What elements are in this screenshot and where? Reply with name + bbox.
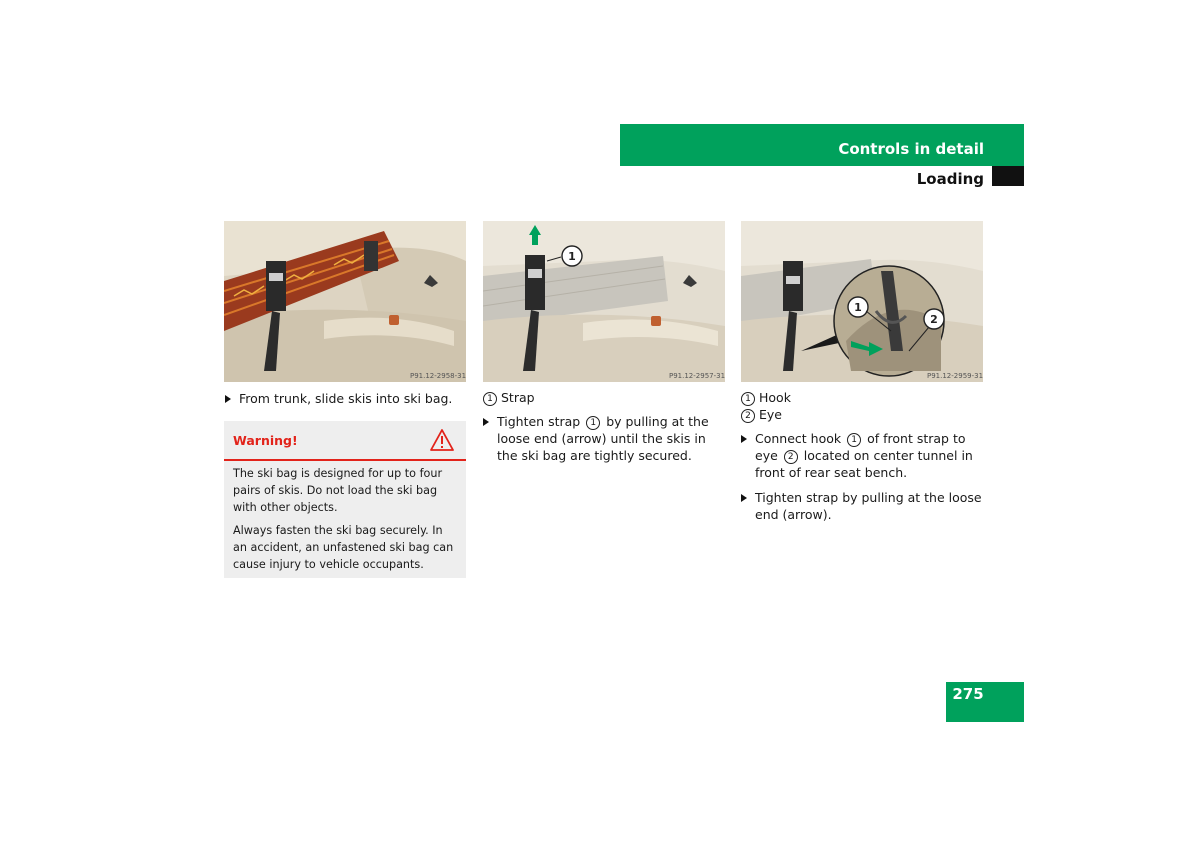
step-text: Tighten strap by pulling at the loose end (arrow). [755, 490, 982, 522]
header-marker [992, 166, 1024, 186]
warning-title: Warning! [233, 433, 298, 448]
legend-item [741, 389, 983, 406]
legend-list [741, 389, 983, 423]
bullet-arrow-icon [741, 494, 747, 502]
legend-number: 1 [483, 392, 497, 406]
page-number: 275 [952, 685, 984, 703]
inline-callout-number: 1 [847, 433, 861, 447]
figure-code: P91.12-2958-31 [410, 372, 466, 380]
legend-item [741, 406, 983, 423]
figure-strap [483, 221, 725, 382]
step-slide-skis [225, 390, 467, 407]
bullet-arrow-icon [483, 418, 489, 426]
inline-callout-number: 1 [586, 416, 600, 430]
warning-box [224, 421, 466, 578]
warning-paragraph: Always fasten the ski bag securely. In an accident, an unfastened ski bag can cause injury to vehicle occupants. [233, 524, 454, 571]
section-title: Controls in detail [838, 140, 984, 158]
warning-paragraph: The ski bag is designed for up to four pairs of skis. Do not load the ski bag with other objects. [233, 467, 443, 514]
bullet-arrow-icon [741, 435, 747, 443]
step-tighten-loose-end [741, 489, 983, 523]
legend-number: 1 [741, 392, 755, 406]
callout-1: 1 [568, 250, 576, 263]
legend-number: 2 [741, 409, 755, 423]
figure-ski-bag-in-trunk [224, 221, 466, 382]
step-connect-hook [741, 430, 983, 481]
callout-1: 1 [854, 301, 862, 314]
warning-header [224, 421, 466, 461]
legend-label: Hook [759, 390, 791, 405]
step-text: From trunk, slide skis into ski bag. [239, 391, 453, 406]
step-tighten-strap [483, 413, 725, 464]
figure-code: P91.12-2957-31 [669, 372, 725, 380]
figure-hook-and-eye [741, 221, 983, 382]
bullet-arrow-icon [225, 395, 231, 403]
subsection-title: Loading [916, 170, 984, 188]
warning-body [233, 465, 459, 579]
step-text: Connect hook 1 of front strap to eye 2 located on center tunnel in front of rear seat bench. [755, 431, 973, 480]
step-text: Tighten strap 1 by pulling at the loose end (arrow) until the skis in the ski bag are tightly secured. [497, 414, 709, 463]
callout-2: 2 [930, 313, 938, 326]
legend-item [483, 389, 725, 406]
warning-triangle-icon [430, 429, 454, 455]
legend-list [483, 389, 725, 406]
figure-code: P91.12-2959-31 [927, 372, 983, 380]
legend-label: Eye [759, 407, 782, 422]
inline-callout-number: 2 [784, 450, 798, 464]
legend-label: Strap [501, 390, 535, 405]
